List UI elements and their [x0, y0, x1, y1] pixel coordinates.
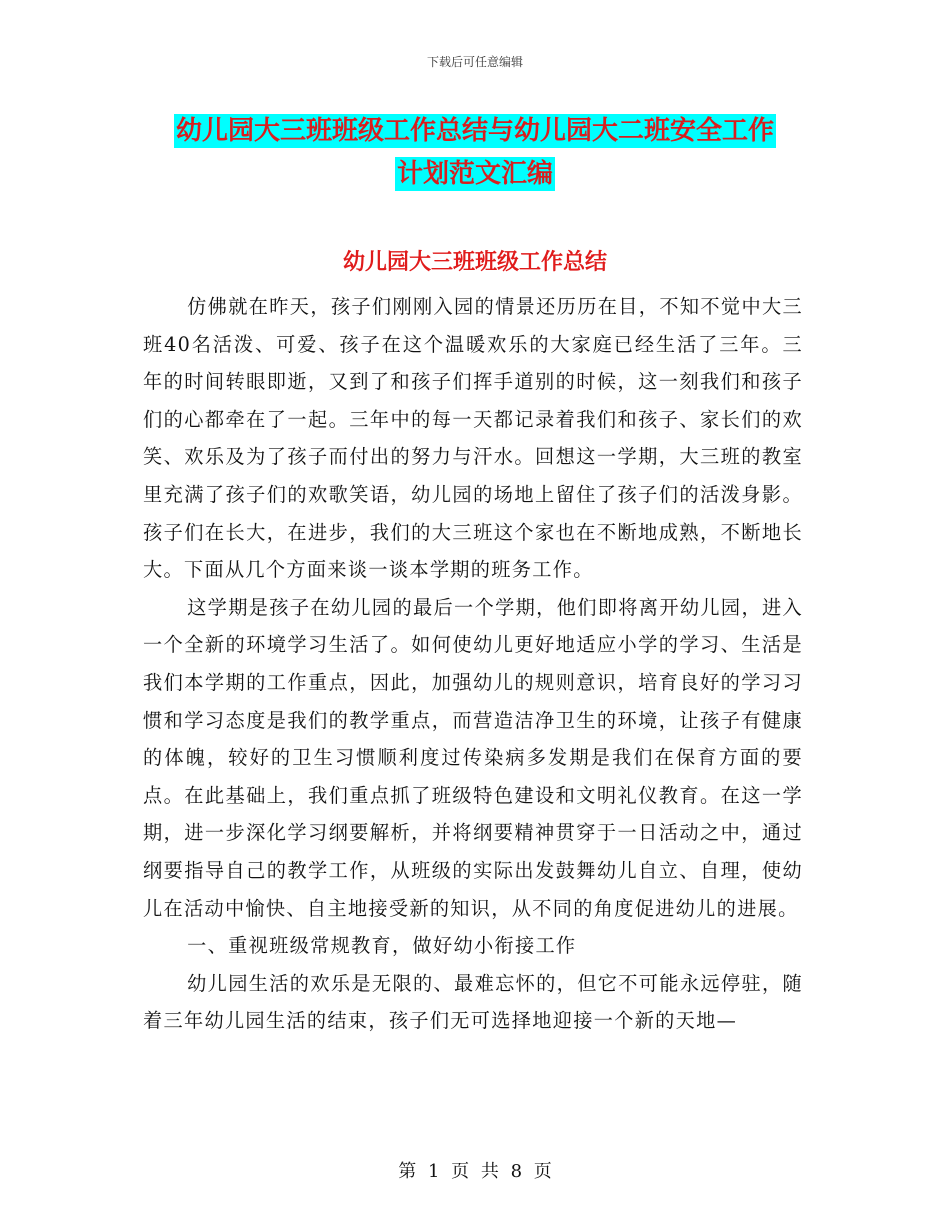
section-title: 幼儿园大三班班级工作总结: [342, 250, 607, 275]
document-body: [143, 288, 803, 1040]
document-title-text-1: 幼儿园大三班班级工作总结与幼儿园大二班安全工作: [175, 116, 774, 146]
document-title-line-2: [0, 155, 950, 193]
paragraph: 仿佛就在昨天，孩子们刚刚入园的情景还历历在目，不知不觉中大三班40名活泼、可爱、孩子在这个温暖欢乐的大家庭已经生活了三年。三年的时间转眼即逝，又到了和孩子们挥手道别的时候，这一刻我们和孩子们的心都牵在了一起。三年中的每一天都记录着我们和孩子、家长们的欢笑、欢乐及为了孩子而付出的努力与汗水。回想这一学期，大三班的教室里充满了孩子们的欢歌笑语，幼儿园的场地上留住了孩子们的活泼身影。孩子们在长大，在进步，我们的大三班这个家也在不断地成熟，不断地长大。下面从几个方面来谈一谈本学期的班务工作。: [143, 295, 803, 582]
page-number-footer: 第 1 页 共 8 页: [398, 1161, 552, 1182]
paragraph: 幼儿园生活的欢乐是无限的、最难忘怀的，但它不可能永远停驻，随着三年幼儿园生活的结束，孩子们无可选择地迎接一个新的天地—: [143, 971, 803, 1033]
paragraph: 这学期是孩子在幼儿园的最后一个学期，他们即将离开幼儿园，进入一个全新的环境学习生活了。如何使幼儿更好地适应小学的学习、生活是我们本学期的工作重点，因此，加强幼儿的规则意识，培育良好的学习习惯和学习态度是我们的教学重点，而营造洁净卫生的环境，让孩子有健康的体魄，较好的卫生习惯顺利度过传染病多发期是我们在保育方面的要点。在此基础上，我们重点抓了班级特色建设和文明礼仪教育。在这一学期，进一步深化学习纲要解析，并将纲要精神贯穿于一日活动之中，通过纲要指导自己的教学工作，从班级的实际出发鼓舞幼儿自立、自理，使幼儿在活动中愉快、自主地接受新的知识，从不同的角度促进幼儿的进展。: [143, 595, 803, 920]
document-title-line-1: [0, 112, 950, 150]
header-note: 下载后可任意编辑: [426, 55, 523, 69]
document-title-text-2: 计划范文汇编: [396, 159, 553, 189]
paragraph-heading: 一、重视班级常规教育，做好幼小衔接工作: [187, 934, 577, 958]
